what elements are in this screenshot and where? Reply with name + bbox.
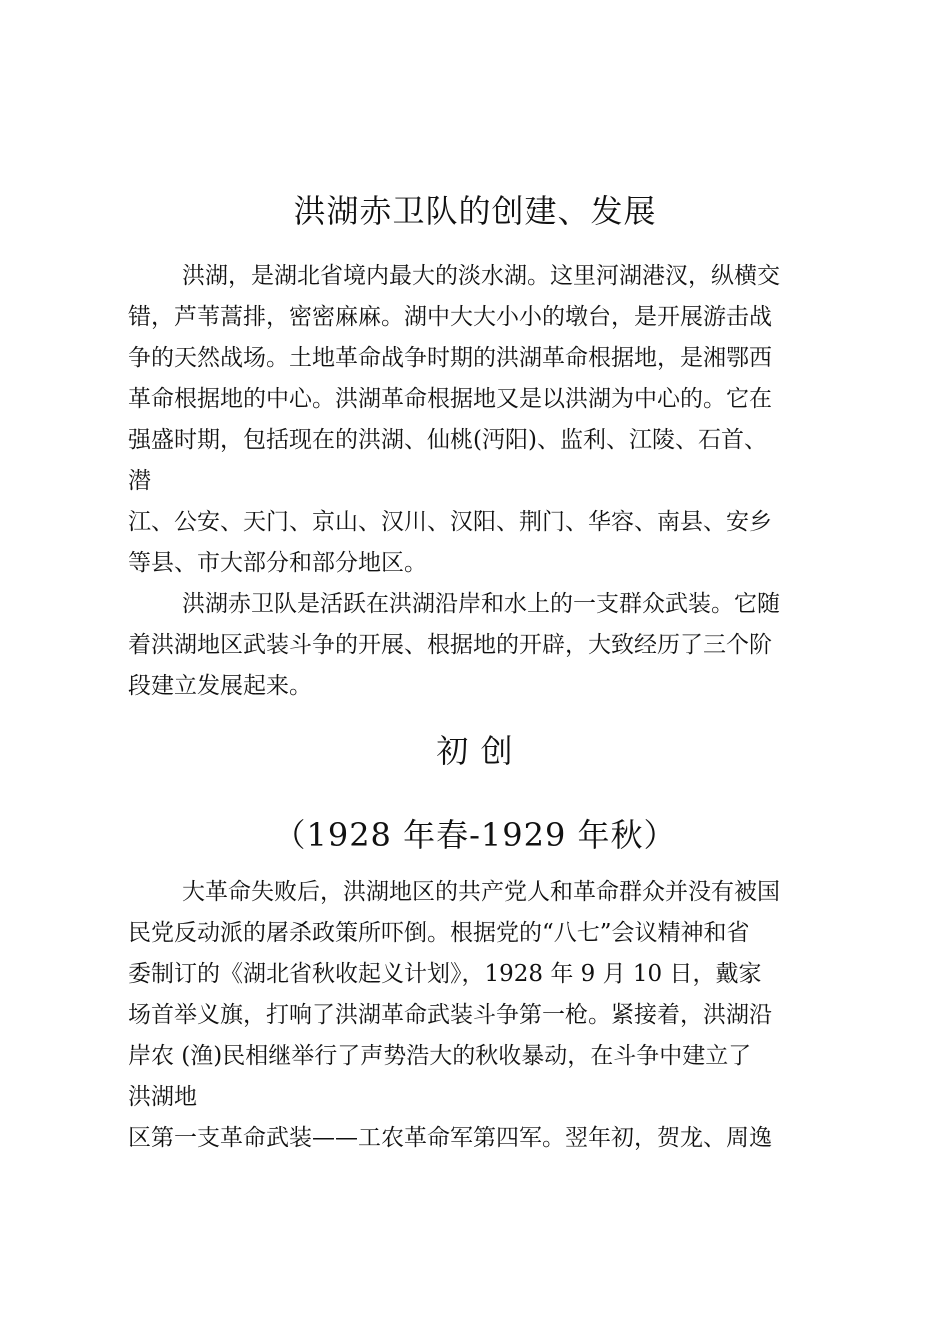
paragraph-line: 委制订的《湖北省秋收起义计划》，1928 年 9 月 10 日，戴家: [128, 961, 762, 987]
paragraph-line: 场首举义旗，打响了洪湖革命武装斗争第一枪。紧接着，洪湖沿: [128, 1002, 772, 1028]
paragraph-line: 争的天然战场。土地革命战争时期的洪湖革命根据地，是湘鄂西: [128, 345, 772, 371]
paragraph-line: 强盛时期，包括现在的洪湖、仙桃(沔阳)、监利、江陵、石首、: [128, 427, 767, 453]
paragraph-line: 洪湖地: [128, 1084, 197, 1110]
paragraph-line: 岸农 (渔)民相继举行了声势浩大的秋收暴动，在斗争中建立了: [128, 1043, 752, 1069]
paragraph-line: 区第一支革命武装——工农革命军第四军。翌年初，贺龙、周逸: [128, 1125, 772, 1151]
section-title: 初 创: [436, 732, 514, 770]
paragraph-line: 潜: [128, 468, 151, 494]
paragraph-intro: [128, 256, 834, 584]
paragraph-line: 错，芦苇蒿排，密密麻麻。湖中大大小小的墩台，是开展游击战: [128, 304, 772, 330]
paragraph-line: 等县、市大部分和部分地区。: [128, 550, 427, 576]
paragraph-line: 着洪湖地区武装斗争的开展、根据地的开辟，大致经历了三个阶: [128, 632, 772, 658]
paragraph-line: 民党反动派的屠杀政策所吓倒。根据党的“八七”会议精神和省: [128, 920, 750, 946]
paragraph-overview: [128, 584, 834, 707]
paragraph-line: 革命根据地的中心。洪湖革命根据地又是以洪湖为中心的。它在: [128, 386, 772, 412]
paragraph-founding: [128, 872, 834, 1159]
section-subtitle: （1928 年春-1929 年秋）: [273, 816, 677, 854]
paragraph-line: 洪湖，是湖北省境内最大的淡水湖。这里河湖港汊，纵横交: [182, 263, 780, 289]
paragraph-line: 段建立发展起来。: [128, 673, 312, 699]
paragraph-line: 江、公安、天门、京山、汉川、汉阳、荆门、华容、南县、安乡: [128, 509, 772, 535]
document-title: 洪湖赤卫队的创建、发展: [293, 192, 657, 230]
paragraph-line: 洪湖赤卫队是活跃在洪湖沿岸和水上的一支群众武装。它随: [182, 591, 780, 617]
paragraph-line: 大革命失败后，洪湖地区的共产党人和革命群众并没有被国: [182, 879, 780, 905]
